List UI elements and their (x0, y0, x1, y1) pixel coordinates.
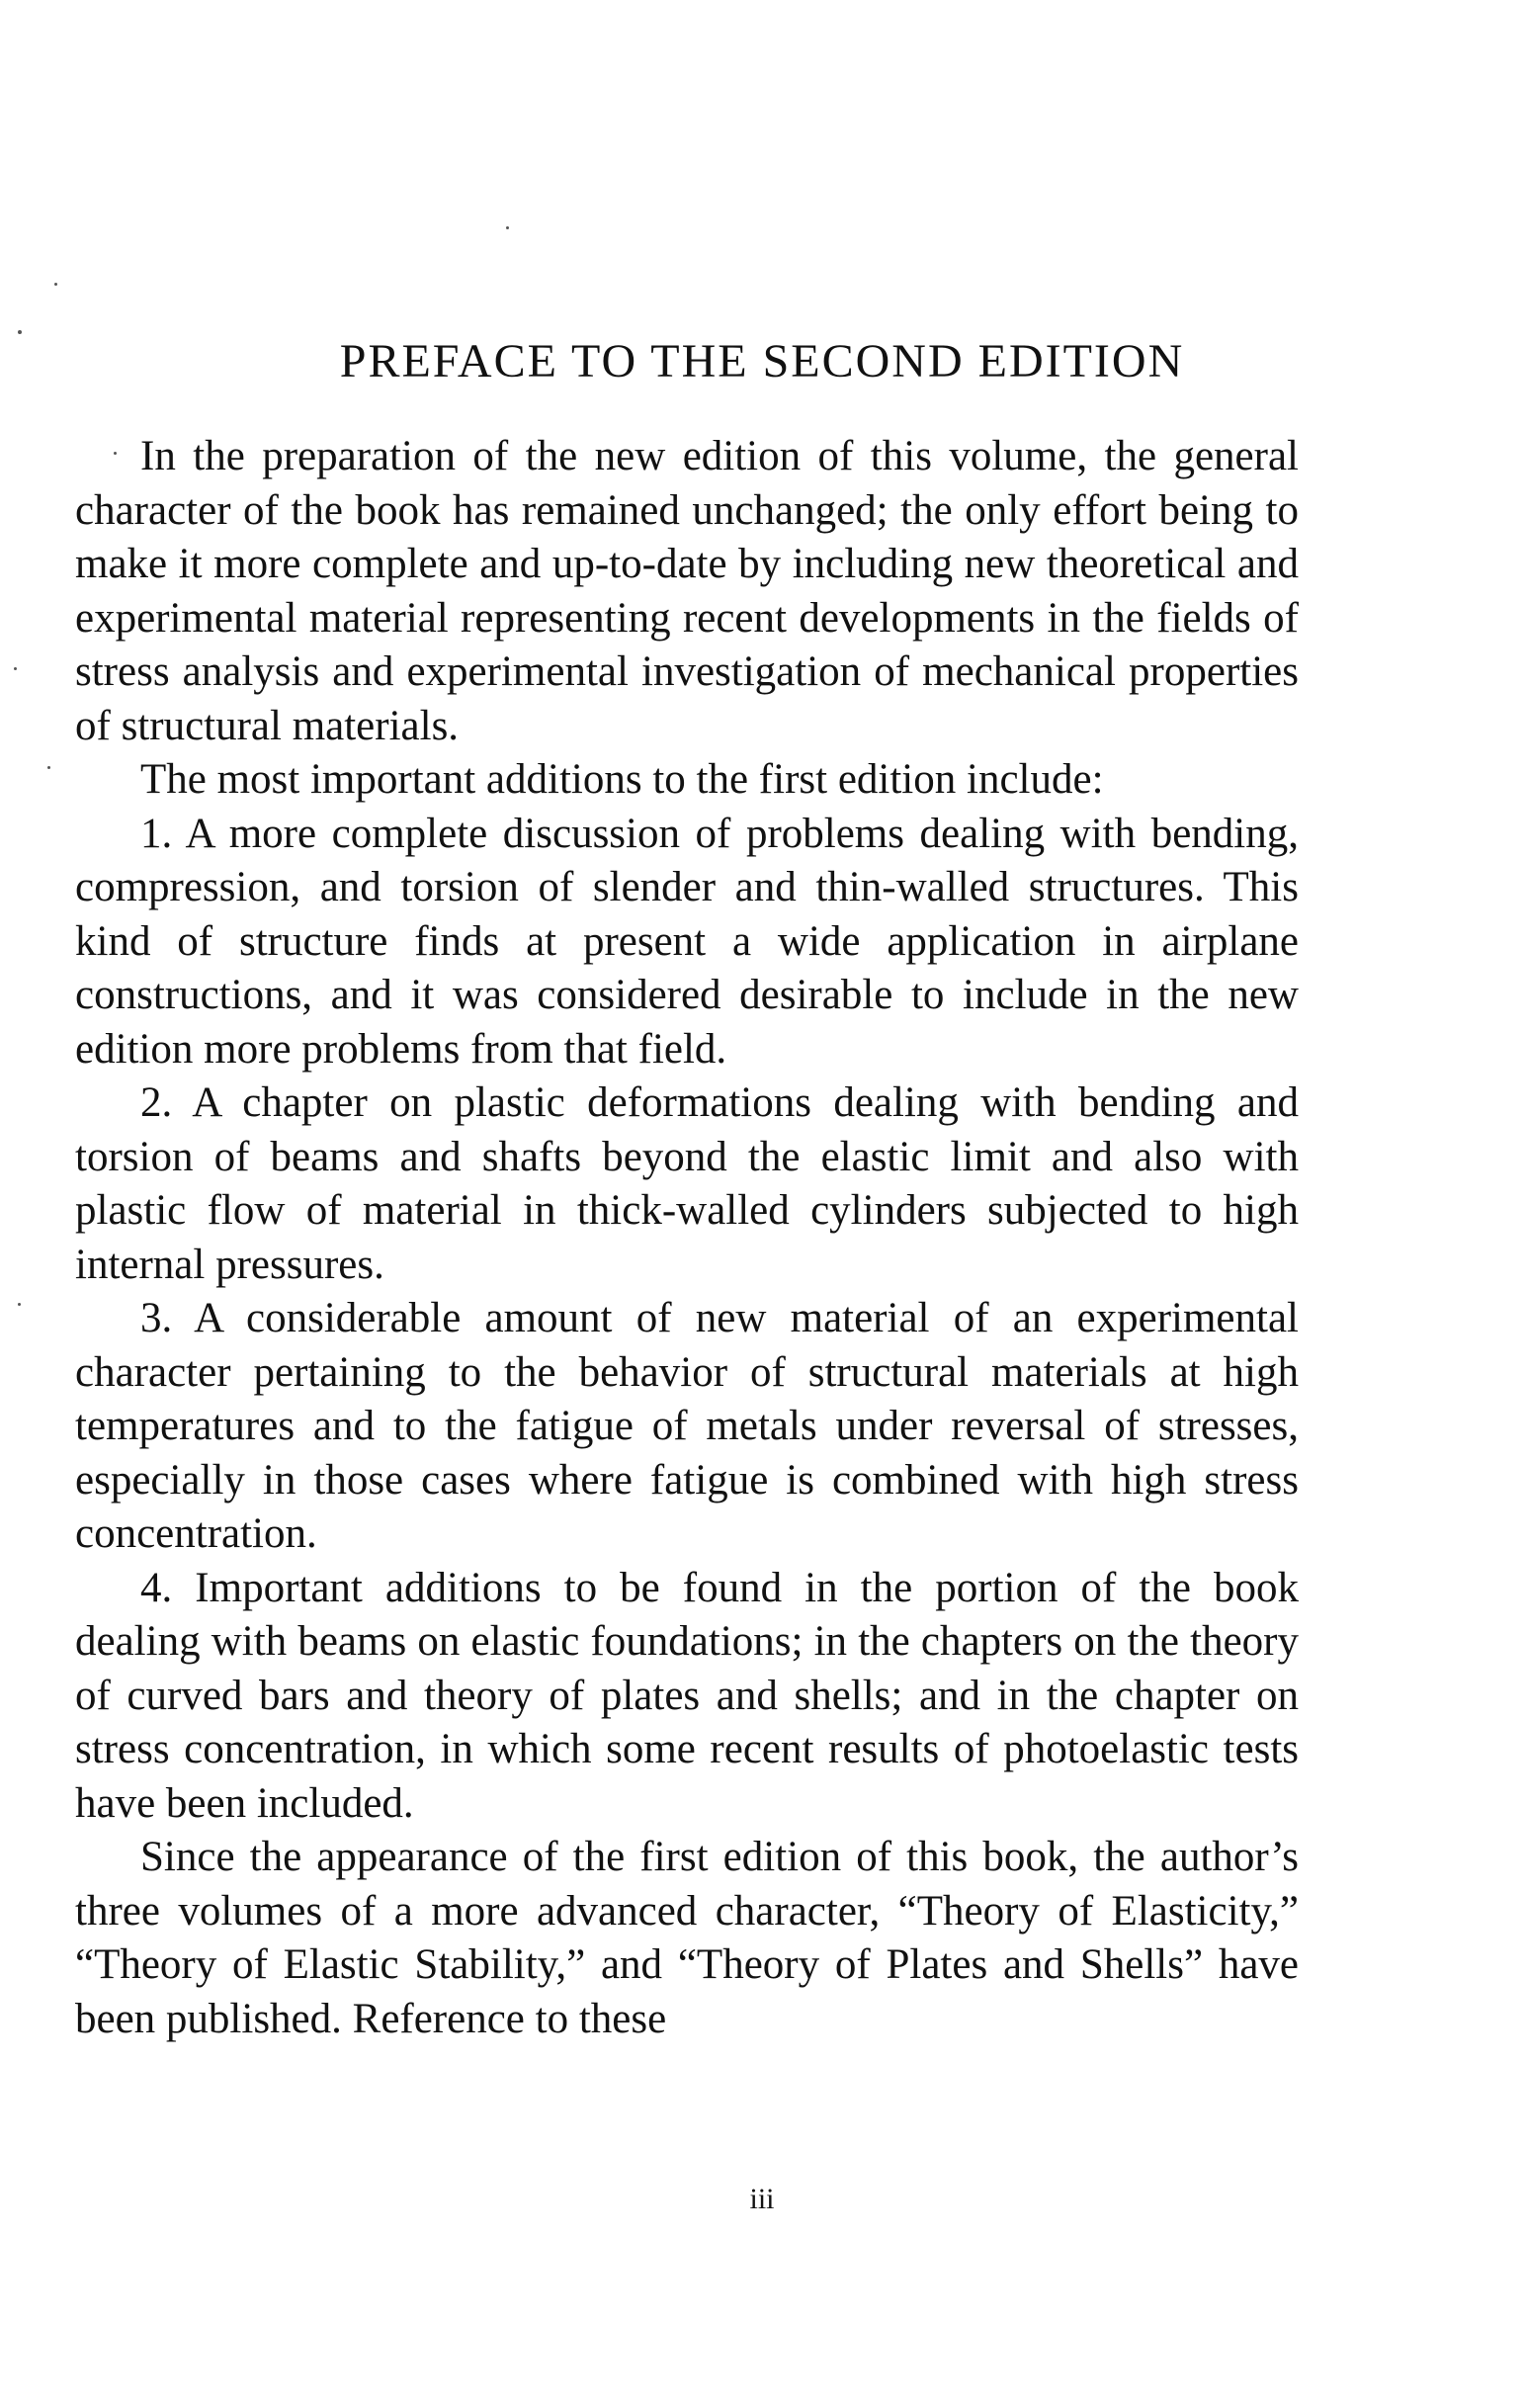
scan-speck (14, 667, 17, 670)
paragraph-item-3: 3. A considerable amount of new material of an experimental character pertaining to the behavior of structural materials at high temperatures and to the fatigue of metals under reversal of stresses, especially in those cases where fatigue is combined with high stress concentration. (75, 1295, 1299, 1557)
paragraph-intro: In the preparation of the new edition of this volume, the general character of the book has remained unchanged; the only effort being to make it more complete and up-to-date by including new theoretical and experimental material representing recent developments in the fields of stress analysis and experimental investigation of mechanical properties of structural materials. (75, 433, 1299, 749)
paragraph-item-4: 4. Important additions to be found in the portion of the book dealing with beams on elastic foundations; in the chapters on the theory of curved bars and theory of plates and shells; and in the chapter on stress concentration, in which some recent results of photoelastic tests have been included. (75, 1564, 1299, 1827)
paragraph-item-1: 1. A more complete discussion of problems dealing with bending, compression, and torsion of slender and thin-walled structures. This kind of structure finds at present a wide application in airplane constructions, and it was considered desirable to include in the new edition more problems from that field. (75, 810, 1299, 1073)
paragraph-item-2: 2. A chapter on plastic deformations dealing with bending and torsion of beams and shafts beyond the elastic limit and also with plastic flow of material in thick-walled cylinders subjected to high internal pressures. (75, 1079, 1299, 1288)
scan-speck (506, 226, 509, 229)
preface-body (75, 430, 1299, 2046)
paragraph-closing: Since the appearance of the first edition of this book, the author’s three volumes of a more advanced character, “Theory of Elasticity,” “Theory of Elastic Stability,” and “Theory of Plates and Shells” have been published. Reference to these (75, 1834, 1299, 2042)
paragraph-additions-lead: The most important additions to the first edition include: (140, 756, 1104, 803)
scan-speck (54, 283, 57, 286)
page-title: PREFACE TO THE SECOND EDITION (339, 335, 1185, 387)
scan-speck (114, 452, 117, 455)
scan-speck (18, 1303, 21, 1306)
scan-speck (18, 330, 22, 334)
scan-speck (47, 766, 50, 769)
page-number: iii (749, 2183, 775, 2215)
